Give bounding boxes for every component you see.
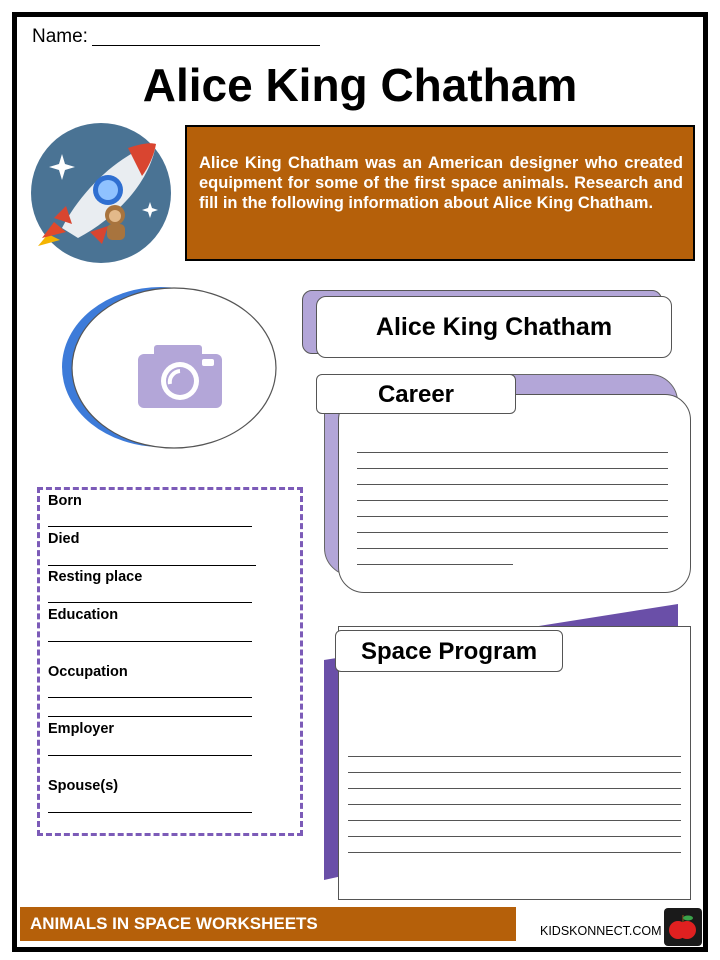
intro-text: Alice King Chatham was an American designer who created equipment for some of the first space animals. Research and fill in the following information about Alice King Chatham. xyxy=(185,125,695,261)
space-program-line[interactable] xyxy=(348,836,681,837)
rocket-monkey-icon xyxy=(20,122,182,264)
career-line[interactable] xyxy=(357,516,668,517)
space-program-heading: Space Program xyxy=(335,630,563,672)
name-label: Name: xyxy=(32,26,88,47)
field-label-spouses: Spouse(s) xyxy=(48,778,119,794)
career-line[interactable] xyxy=(357,532,668,533)
field-line-resting-place[interactable] xyxy=(48,602,252,603)
field-line-employer[interactable] xyxy=(48,755,252,756)
space-program-line[interactable] xyxy=(348,852,681,853)
space-program-line[interactable] xyxy=(348,788,681,789)
footer-series-title: ANIMALS IN SPACE WORKSHEETS xyxy=(20,907,516,941)
space-program-line[interactable] xyxy=(348,804,681,805)
career-line[interactable] xyxy=(357,564,513,565)
field-line-occupation[interactable] xyxy=(48,697,252,698)
career-line[interactable] xyxy=(357,548,668,549)
camera-icon xyxy=(138,345,222,408)
field-label-occupation: Occupation xyxy=(48,664,128,680)
page-title: Alice King Chatham xyxy=(142,59,578,111)
career-line[interactable] xyxy=(357,468,668,469)
field-line-education[interactable] xyxy=(48,641,252,642)
name-card: Alice King Chatham xyxy=(316,296,672,358)
name-field-line[interactable] xyxy=(92,45,320,46)
career-line[interactable] xyxy=(357,484,668,485)
field-label-died: Died xyxy=(48,531,80,547)
career-heading: Career xyxy=(316,374,516,414)
photo-placeholder[interactable] xyxy=(58,284,280,452)
footer-brand: KIDSKONNECT.COM xyxy=(540,924,662,938)
career-line[interactable] xyxy=(357,500,668,501)
field-line-spouses[interactable] xyxy=(48,812,252,813)
field-line-born[interactable] xyxy=(48,526,252,527)
field-line-died[interactable] xyxy=(48,565,256,566)
apple-logo-icon xyxy=(664,908,702,946)
field-label-employer: Employer xyxy=(48,721,115,737)
space-program-line[interactable] xyxy=(348,772,681,773)
field-label-born: Born xyxy=(48,493,82,509)
field-line-occupation-2[interactable] xyxy=(48,716,252,717)
field-label-resting-place: Resting place xyxy=(48,569,143,585)
space-program-line[interactable] xyxy=(348,820,681,821)
career-line[interactable] xyxy=(357,452,668,453)
field-label-education: Education xyxy=(48,607,119,623)
space-program-line[interactable] xyxy=(348,756,681,757)
